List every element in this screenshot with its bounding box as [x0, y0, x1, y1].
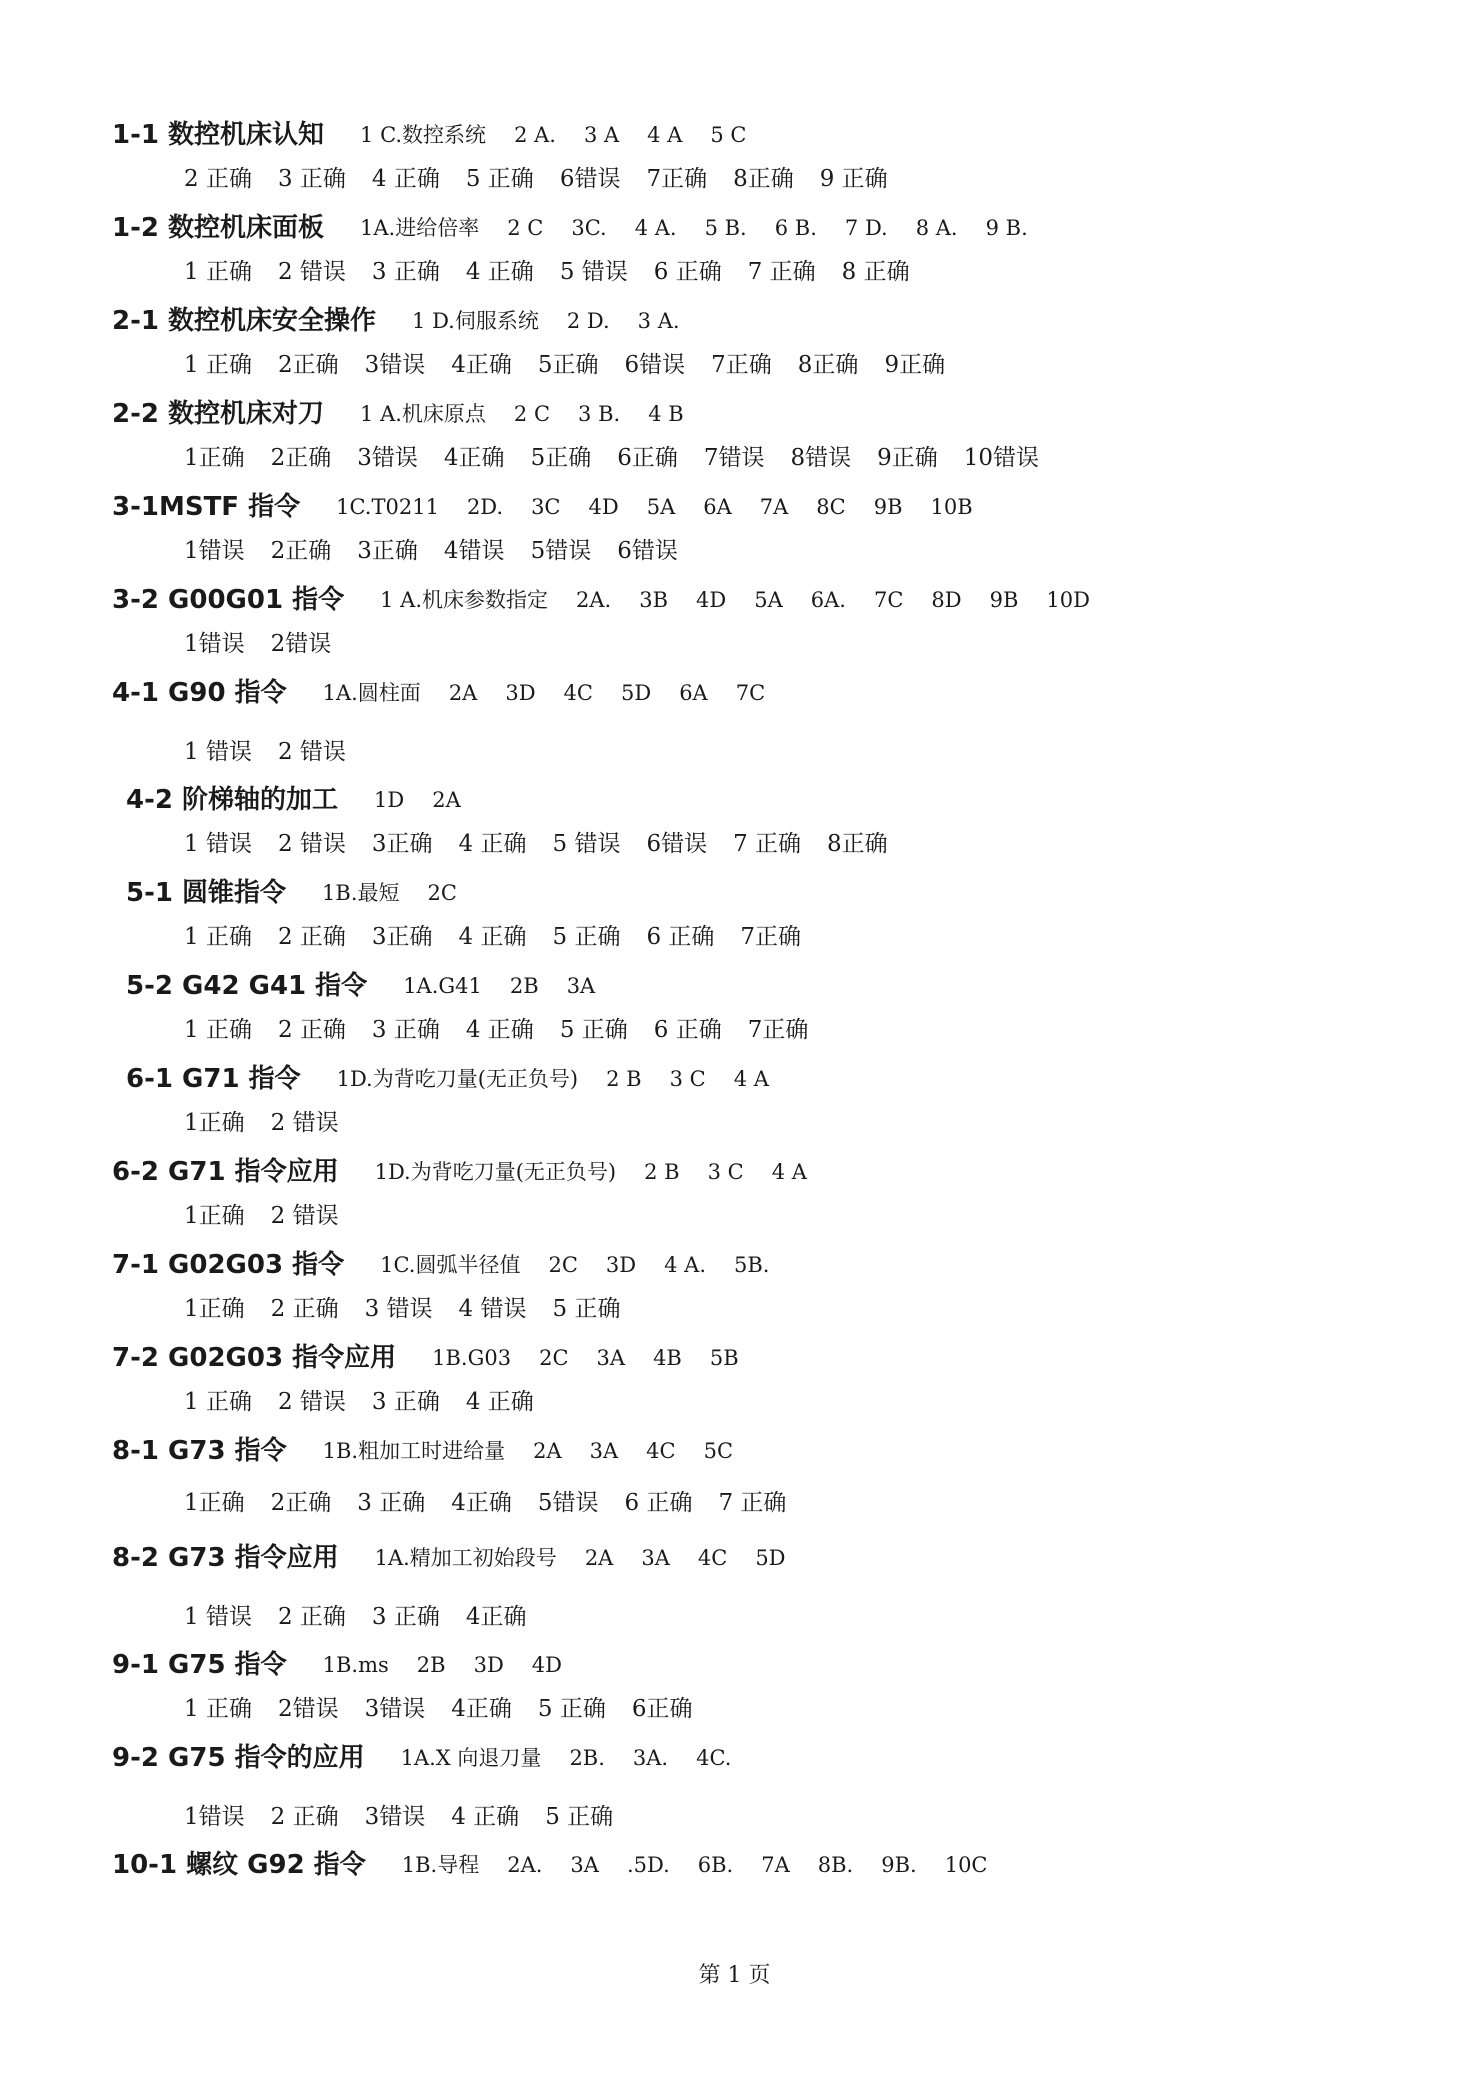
judgement-answer: 5 正确 — [545, 1804, 614, 1830]
choice-answer-line — [112, 487, 1001, 527]
judgement-answer: 7 正确 — [718, 1490, 787, 1516]
judgement-answer-line — [184, 1484, 812, 1522]
judgement-answer: 10错误 — [963, 445, 1040, 471]
judgement-answer: 6 正确 — [653, 259, 722, 285]
choice-answer: 2 B — [606, 1067, 642, 1091]
choice-answer: 3C. — [571, 216, 607, 240]
choice-answer: 5B. — [734, 1253, 770, 1277]
judgement-answer: 3正确 — [357, 538, 418, 564]
section-title: 5-2 G42 G41 指令 — [126, 971, 368, 1001]
judgement-answer: 4正确 — [443, 445, 505, 471]
choice-answer: 7C — [735, 681, 766, 705]
judgement-answer: 3 正确 — [371, 1389, 440, 1415]
judgement-answer: 7 正确 — [747, 259, 816, 285]
section-title: 4-2 阶梯轴的加工 — [126, 785, 339, 815]
judgement-answer: 2 正确 — [270, 1804, 339, 1830]
judgement-answer: 6 正确 — [624, 1490, 693, 1516]
section-title: 1-2 数控机床面板 — [112, 213, 325, 243]
choice-answer: 1 A.机床原点 — [360, 402, 486, 426]
judgement-answer: 5 错误 — [552, 831, 621, 857]
section-title: 6-2 G71 指令应用 — [112, 1157, 339, 1187]
judgement-answer: 2 正确 — [277, 1604, 346, 1630]
judgement-answer: 1错误 — [184, 1804, 245, 1830]
choice-answer: 4D — [588, 495, 619, 519]
judgement-answer: 9正确 — [877, 445, 938, 471]
judgement-answer: 5错误 — [537, 1490, 599, 1516]
choice-answers — [380, 580, 1118, 620]
choice-answer: 10D — [1046, 588, 1090, 612]
judgement-answer: 3 正确 — [371, 1604, 440, 1630]
choice-answers — [336, 487, 1001, 527]
judgement-answer: 3错误 — [364, 1804, 426, 1830]
judgement-answer-line — [184, 532, 704, 570]
choice-answer: 3 B. — [578, 402, 621, 426]
choice-answer-line — [126, 1059, 797, 1099]
judgement-answer: 1 正确 — [184, 352, 252, 378]
choice-answer-line — [112, 115, 774, 155]
choice-answer-line — [112, 301, 708, 341]
judgement-answer: 3正确 — [371, 924, 433, 950]
section-title: 4-1 G90 指令 — [112, 678, 287, 708]
judgement-answer: 9正确 — [884, 352, 946, 378]
choice-answers — [432, 1338, 767, 1378]
judgement-answer: 1 错误 — [184, 831, 252, 857]
section-title: 8-1 G73 指令 — [112, 1436, 287, 1466]
choice-answer: 2 B — [644, 1160, 680, 1184]
choice-answer-line — [112, 208, 1056, 248]
choice-answer: 3A — [566, 974, 596, 998]
choice-answer: 5A — [754, 588, 783, 612]
choice-answer: 3C — [531, 495, 561, 519]
choice-answer: 10C — [944, 1853, 988, 1877]
section-title: 5-1 圆锥指令 — [126, 878, 287, 908]
choice-answer: 2A. — [507, 1853, 543, 1877]
judgement-answer: 6 正确 — [646, 924, 715, 950]
section-title: 9-2 G75 指令的应用 — [112, 1743, 365, 1773]
choice-answer: 8D — [931, 588, 962, 612]
section-title: 8-2 G73 指令应用 — [112, 1543, 339, 1573]
choice-answers — [403, 966, 623, 1006]
judgement-answer: 2 正确 — [277, 1017, 346, 1043]
choice-answer: 7A — [759, 495, 789, 519]
choice-answer: 4 A. — [664, 1253, 707, 1277]
judgement-answer-line — [184, 1197, 365, 1235]
judgement-answer: 8 正确 — [841, 259, 910, 285]
choice-answer: 7A — [761, 1853, 790, 1877]
judgement-answer: 4 正确 — [458, 831, 527, 857]
choice-answer: 4D — [531, 1653, 562, 1677]
judgement-answer-line — [184, 160, 914, 198]
choice-answer: 5 C — [710, 123, 747, 147]
choice-answer: 9B. — [881, 1853, 917, 1877]
choice-answer: 1 D.伺服系统 — [412, 309, 539, 333]
judgement-answer: 3 正确 — [357, 1490, 426, 1516]
choice-answers — [360, 394, 712, 434]
judgement-answer: 3错误 — [364, 1696, 426, 1722]
judgement-answer: 5 正确 — [537, 1696, 606, 1722]
choice-answer: 4D — [696, 588, 727, 612]
choice-answer-line — [112, 394, 712, 434]
judgement-answer: 2错误 — [277, 1696, 339, 1722]
choice-answer: 3A. — [632, 1746, 669, 1770]
choice-answers — [337, 1059, 797, 1099]
judgement-answer: 2 正确 — [277, 924, 346, 950]
judgement-answer-line — [184, 1104, 365, 1142]
choice-answer: 1A.圆柱面 — [322, 681, 421, 705]
judgement-answer: 1错误 — [184, 631, 245, 657]
choice-answer: 3D — [473, 1653, 504, 1677]
choice-answer: 1A.G41 — [403, 974, 482, 998]
judgement-answer: 5 错误 — [559, 259, 628, 285]
judgement-answer: 2正确 — [270, 1490, 332, 1516]
choice-answer-line — [126, 966, 623, 1006]
choice-answers — [402, 1845, 1016, 1885]
judgement-answer: 1正确 — [184, 1490, 245, 1516]
judgement-answer: 9 正确 — [819, 166, 888, 192]
choice-answer: 2B. — [569, 1746, 605, 1770]
choice-answer-line — [112, 1152, 835, 1192]
judgement-answer: 2正确 — [270, 445, 332, 471]
judgement-answer: 4 正确 — [465, 1389, 534, 1415]
choice-answer-line — [112, 1845, 1016, 1885]
section-title: 7-1 G02G03 指令 — [112, 1250, 345, 1280]
choice-answer: 3 A — [583, 123, 620, 147]
judgement-answer: 7 正确 — [733, 831, 802, 857]
judgement-answer: 3 正确 — [371, 1017, 440, 1043]
judgement-answer: 4 错误 — [458, 1296, 527, 1322]
choice-answer: 4 A. — [634, 216, 677, 240]
choice-answer: 10B — [930, 495, 973, 519]
choice-answers — [323, 673, 794, 713]
choice-answer: 1B.ms — [322, 1653, 389, 1677]
judgement-answer: 1 错误 — [184, 739, 252, 765]
choice-answer: 1A.X 向退刀量 — [400, 1746, 542, 1770]
choice-answer: 4 A — [771, 1160, 807, 1184]
choice-answer: 5C — [703, 1439, 734, 1463]
choice-answer: 5D — [755, 1546, 786, 1570]
judgement-answer: 7正确 — [740, 924, 802, 950]
choice-answers — [380, 1245, 797, 1285]
choice-answer: 2B — [416, 1653, 446, 1677]
choice-answer: 7C — [873, 588, 904, 612]
judgement-answer-line — [184, 1598, 553, 1636]
judgement-answer: 3 正确 — [371, 259, 440, 285]
judgement-answer: 1 正确 — [184, 1017, 252, 1043]
judgement-answer: 6正确 — [617, 445, 678, 471]
choice-answer: 4C — [563, 681, 593, 705]
choice-answer-line — [112, 1538, 814, 1578]
judgement-answer: 2 正确 — [270, 1296, 339, 1322]
judgement-answer: 2正确 — [277, 352, 339, 378]
choice-answer: 5A — [646, 495, 676, 519]
judgement-answer: 4错误 — [443, 538, 505, 564]
choice-answer: 6B. — [697, 1853, 734, 1877]
choice-answer: 8 A. — [915, 216, 958, 240]
judgement-answer: 4 正确 — [371, 166, 440, 192]
choice-answer: 4 A — [647, 123, 683, 147]
judgement-answer: 2 错误 — [277, 259, 346, 285]
judgement-answer: 4正确 — [465, 1604, 527, 1630]
choice-answer: 1 A.机床参数指定 — [380, 588, 549, 612]
choice-answer: 4C — [646, 1439, 676, 1463]
choice-answer: .5D. — [626, 1853, 670, 1877]
choice-answer-line — [112, 1245, 797, 1285]
judgement-answer: 5错误 — [530, 538, 592, 564]
judgement-answer-line — [184, 346, 971, 384]
judgement-answer: 5 正确 — [465, 166, 534, 192]
judgement-answer: 2 错误 — [277, 739, 346, 765]
choice-answer: 6A — [703, 495, 732, 519]
judgement-answer: 8正确 — [733, 166, 794, 192]
choice-answer-line — [112, 1338, 767, 1378]
section-title: 3-2 G00G01 指令 — [112, 585, 345, 615]
judgement-answer: 3 错误 — [364, 1296, 433, 1322]
choice-answer: 2D. — [466, 495, 504, 519]
judgement-answer: 4 正确 — [465, 259, 534, 285]
choice-answer-line — [112, 580, 1118, 620]
judgement-answer: 7正确 — [711, 352, 772, 378]
choice-answer: 4B — [653, 1346, 682, 1370]
choice-answers — [374, 780, 489, 820]
choice-answer: 4C. — [696, 1746, 732, 1770]
choice-answer: 9B — [873, 495, 903, 519]
choice-answer: 3 C — [669, 1067, 706, 1091]
judgement-answer: 8正确 — [797, 352, 859, 378]
judgement-answer: 4 正确 — [451, 1804, 520, 1830]
choice-answer-line — [112, 673, 793, 713]
judgement-answer: 1 正确 — [184, 259, 252, 285]
judgement-answer: 3错误 — [357, 445, 418, 471]
choice-answer: 5D — [620, 681, 652, 705]
choice-answer: 9B — [989, 588, 1019, 612]
judgement-answer: 2正确 — [270, 538, 332, 564]
choice-answer: 2 D. — [566, 309, 610, 333]
choice-answer: 8C — [816, 495, 846, 519]
section-title: 1-1 数控机床认知 — [112, 120, 325, 150]
judgement-answer-line — [184, 918, 827, 956]
choice-answer: 2A — [584, 1546, 614, 1570]
choice-answer: 2 A. — [514, 123, 556, 147]
choice-answer: 1B.最短 — [322, 881, 400, 905]
choice-answer-line — [112, 1645, 590, 1685]
choice-answer: 2C — [539, 1346, 569, 1370]
choice-answers — [401, 1738, 760, 1778]
judgement-answer: 3错误 — [364, 352, 426, 378]
judgement-answer: 5 正确 — [559, 1017, 628, 1043]
judgement-answer-line — [184, 253, 936, 291]
judgement-answer-line — [184, 439, 1065, 477]
judgement-answer: 1 错误 — [184, 1604, 252, 1630]
judgement-answer-line — [184, 1690, 718, 1728]
judgement-answer: 4正确 — [451, 1696, 512, 1722]
judgement-answer: 4 正确 — [458, 924, 527, 950]
choice-answer: 3A — [589, 1439, 619, 1463]
judgement-answer: 2 错误 — [270, 1110, 339, 1136]
judgement-answer: 3正确 — [371, 831, 433, 857]
choice-answer: 3 C — [707, 1160, 744, 1184]
choice-answer: 4 A — [733, 1067, 769, 1091]
choice-answer: 6A — [679, 681, 708, 705]
section-title: 2-2 数控机床对刀 — [112, 399, 325, 429]
judgement-answer: 3 正确 — [277, 166, 346, 192]
judgement-answer: 2 错误 — [277, 1389, 346, 1415]
judgement-answer: 5 正确 — [552, 924, 621, 950]
choice-answer: 2B — [509, 974, 539, 998]
judgement-answer: 6错误 — [646, 831, 708, 857]
judgement-answer: 6错误 — [559, 166, 621, 192]
choice-answer: 3D — [505, 681, 536, 705]
section-title: 9-1 G75 指令 — [112, 1650, 287, 1680]
judgement-answer: 2 正确 — [184, 166, 252, 192]
section-title: 7-2 G02G03 指令应用 — [112, 1343, 397, 1373]
section-title: 3-1MSTF 指令 — [112, 492, 301, 522]
choice-answer: 6A. — [810, 588, 846, 612]
judgement-answer: 1正确 — [184, 1203, 245, 1229]
judgement-answer: 1正确 — [184, 1110, 245, 1136]
choice-answer: 1D.为背吃刀量(无正负号) — [336, 1067, 579, 1091]
judgement-answer: 6 正确 — [653, 1017, 722, 1043]
choice-answer: 9 B. — [985, 216, 1028, 240]
judgement-answer: 1 正确 — [184, 1696, 252, 1722]
choice-answer: 2 C — [507, 216, 544, 240]
judgement-answer: 6错误 — [617, 538, 678, 564]
choice-answer: 2 C — [513, 402, 551, 426]
judgement-answer: 8错误 — [790, 445, 852, 471]
judgement-answer: 4正确 — [451, 352, 512, 378]
judgement-answer: 2 错误 — [270, 1203, 339, 1229]
choice-answers — [375, 1538, 814, 1578]
choice-answer: 3A — [641, 1546, 670, 1570]
choice-answer: 2A — [448, 681, 478, 705]
judgement-answer-line — [184, 1383, 560, 1421]
choice-answer: 4 B — [648, 402, 684, 426]
choice-answer: 2C — [548, 1253, 578, 1277]
choice-answer: 8B. — [817, 1853, 854, 1877]
choice-answer: 7 D. — [844, 216, 888, 240]
judgement-answer: 1 正确 — [184, 1389, 252, 1415]
judgement-answer: 6错误 — [624, 352, 686, 378]
choice-answer: 3B — [639, 588, 669, 612]
judgement-answer-line — [184, 825, 914, 863]
judgement-answer: 1正确 — [184, 1296, 245, 1322]
choice-answer: 1 C.数控系统 — [360, 123, 487, 147]
judgement-answer: 6正确 — [631, 1696, 693, 1722]
choice-answers — [360, 208, 1056, 248]
judgement-answer-line — [184, 1290, 646, 1328]
choice-answer: 3 A. — [637, 309, 680, 333]
judgement-answer-line — [184, 733, 372, 771]
judgement-answer: 2 错误 — [277, 831, 346, 857]
choice-answer: 1C.T0211 — [336, 495, 439, 519]
section-title: 10-1 螺纹 G92 指令 — [112, 1850, 366, 1880]
judgement-answer-line — [184, 1798, 639, 1836]
judgement-answer: 5正确 — [530, 445, 592, 471]
judgement-answer: 8正确 — [827, 831, 888, 857]
choice-answer: 1C.圆弧半径值 — [380, 1253, 521, 1277]
choice-answers — [323, 1431, 761, 1471]
choice-answer-line — [112, 1431, 761, 1471]
judgement-answer: 4 正确 — [465, 1017, 534, 1043]
choice-answer: 2A — [432, 788, 461, 812]
choice-answer-line — [126, 780, 489, 820]
choice-answer: 5B — [709, 1346, 739, 1370]
section-title: 6-1 G71 指令 — [126, 1064, 301, 1094]
judgement-answer: 1错误 — [184, 538, 245, 564]
choice-answers — [322, 873, 485, 913]
choice-answer: 1B.导程 — [401, 1853, 480, 1877]
section-title: 2-1 数控机床安全操作 — [112, 306, 377, 336]
choice-answer: 1A.进给倍率 — [360, 216, 480, 240]
choice-answer: 2C — [427, 881, 457, 905]
judgement-answer: 5正确 — [537, 352, 599, 378]
choice-answer-line — [112, 1738, 759, 1778]
choice-answer: 3A — [596, 1346, 626, 1370]
judgement-answer: 7正确 — [747, 1017, 809, 1043]
choice-answer: 5 B. — [704, 216, 747, 240]
choice-answer: 4C — [697, 1546, 728, 1570]
choice-answer: 1B.粗加工时进给量 — [322, 1439, 506, 1463]
judgement-answer: 5 正确 — [552, 1296, 621, 1322]
judgement-answer: 2错误 — [270, 631, 332, 657]
judgement-answer: 1 正确 — [184, 924, 252, 950]
judgement-answer: 7正确 — [646, 166, 708, 192]
choice-answer: 2A — [533, 1439, 562, 1463]
choice-answers — [323, 1645, 590, 1685]
choice-answer: 3D — [605, 1253, 637, 1277]
choice-answer: 1A.精加工初始段号 — [374, 1546, 557, 1570]
choice-answer: 6 B. — [774, 216, 817, 240]
choice-answers — [375, 1152, 835, 1192]
choice-answer-line — [126, 873, 485, 913]
judgement-answer: 1正确 — [184, 445, 245, 471]
choice-answer: 1B.G03 — [432, 1346, 512, 1370]
judgement-answer-line — [184, 625, 357, 663]
choice-answer: 1D — [374, 788, 405, 812]
choice-answers — [360, 115, 774, 155]
choice-answer: 3A — [570, 1853, 599, 1877]
choice-answer: 2A. — [576, 588, 612, 612]
choice-answer: 1D.为背吃刀量(无正负号) — [374, 1160, 617, 1184]
choice-answers — [412, 301, 708, 341]
page-number: 第 1 页 — [698, 1963, 771, 1988]
judgement-answer: 4正确 — [451, 1490, 512, 1516]
judgement-answer: 7错误 — [703, 445, 765, 471]
judgement-answer-line — [184, 1011, 834, 1049]
